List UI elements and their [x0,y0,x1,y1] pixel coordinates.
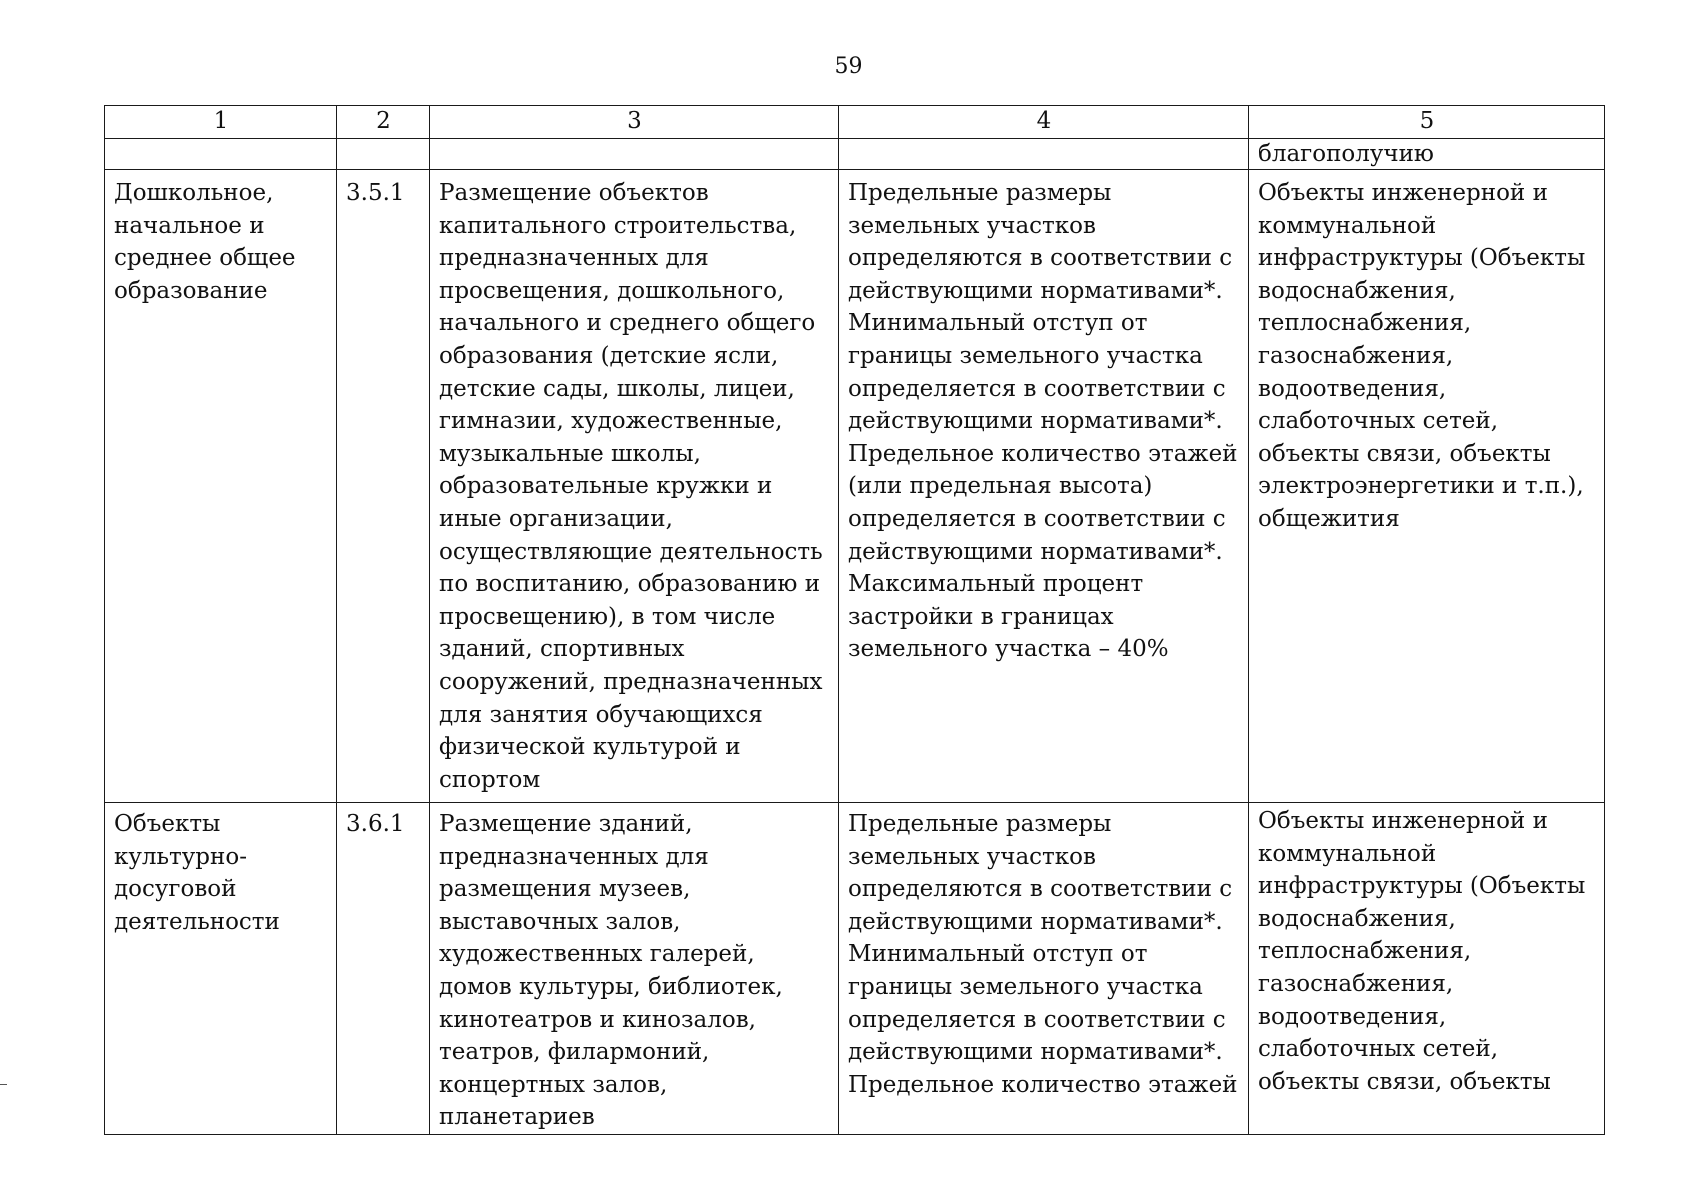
table-row [105,170,1605,803]
land-use-name: Объекты культурно- досуговой деятельности [105,803,337,1135]
table-header-row [105,106,1605,139]
land-use-name: Дошкольное, начальное и среднее общее образование [105,170,337,803]
land-use-code: 3.6.1 [337,803,430,1135]
land-use-parameters: Предельные размеры земельных участков определяются в соответствии с действующими нормативами*. Минимальный отступ от границы земельного участка определяется в соответствии с действующими нормативами*. Предельное количество этажей [839,803,1249,1135]
continuation-cell-4 [839,139,1249,170]
zoning-table [104,105,1605,1135]
header-cell-5: 5 [1249,106,1605,139]
land-use-auxiliary: Объекты инженерной и коммунальной инфраструктуры (Объекты водоснабжения, теплоснабжения, газоснабжения, водоотведения, слаботочных сетей, объекты связи, объекты электроэнергетики и т.п.), общежития [1249,170,1605,803]
land-use-description: Размещение объектов капитального строительства, предназначенных для просвещения, дошкольного, начального и среднего общего образования (детские ясли, детские сады, школы, лицеи, гимназии, художественные, музыкальные школы, образовательные кружки и иные организации, осуществляющие деятельность по воспитанию, образованию и просвещению), в том числе зданий, спортивных сооружений, предназначенных для занятия обучающихся физической культурой и спортом [430,170,839,803]
continuation-cell-3 [430,139,839,170]
continuation-row [105,139,1605,170]
header-cell-1: 1 [105,106,337,139]
land-use-parameters: Предельные размеры земельных участков определяются в соответствии с действующими нормативами*. Минимальный отступ от границы земельного участка определяется в соответствии с действующими нормативами*. Предельное количество этажей (или предельная высота) определяется в соответствии с действующими нормативами*. Максимальный процент застройки в границах земельного участка – 40% [839,170,1249,803]
header-cell-4: 4 [839,106,1249,139]
table-row [105,803,1605,1135]
continuation-cell-2 [337,139,430,170]
continuation-cell-1 [105,139,337,170]
header-cell-2: 2 [337,106,430,139]
land-use-description: Размещение зданий, предназначенных для размещения музеев, выставочных залов, художественных галерей, домов культуры, библиотек, кинотеатров и кинозалов, театров, филармоний, концертных залов, планетариев [430,803,839,1135]
header-cell-3: 3 [430,106,839,139]
scan-edge-mark [0,1084,7,1085]
land-use-code: 3.5.1 [337,170,430,803]
continuation-cell-5: благополучию [1249,139,1605,170]
page-number: 59 [834,54,863,79]
land-use-auxiliary: Объекты инженерной и коммунальной инфраструктуры (Объекты водоснабжения, теплоснабжения, газоснабжения, водоотведения, слаботочных сетей, объекты связи, объекты [1249,803,1605,1135]
